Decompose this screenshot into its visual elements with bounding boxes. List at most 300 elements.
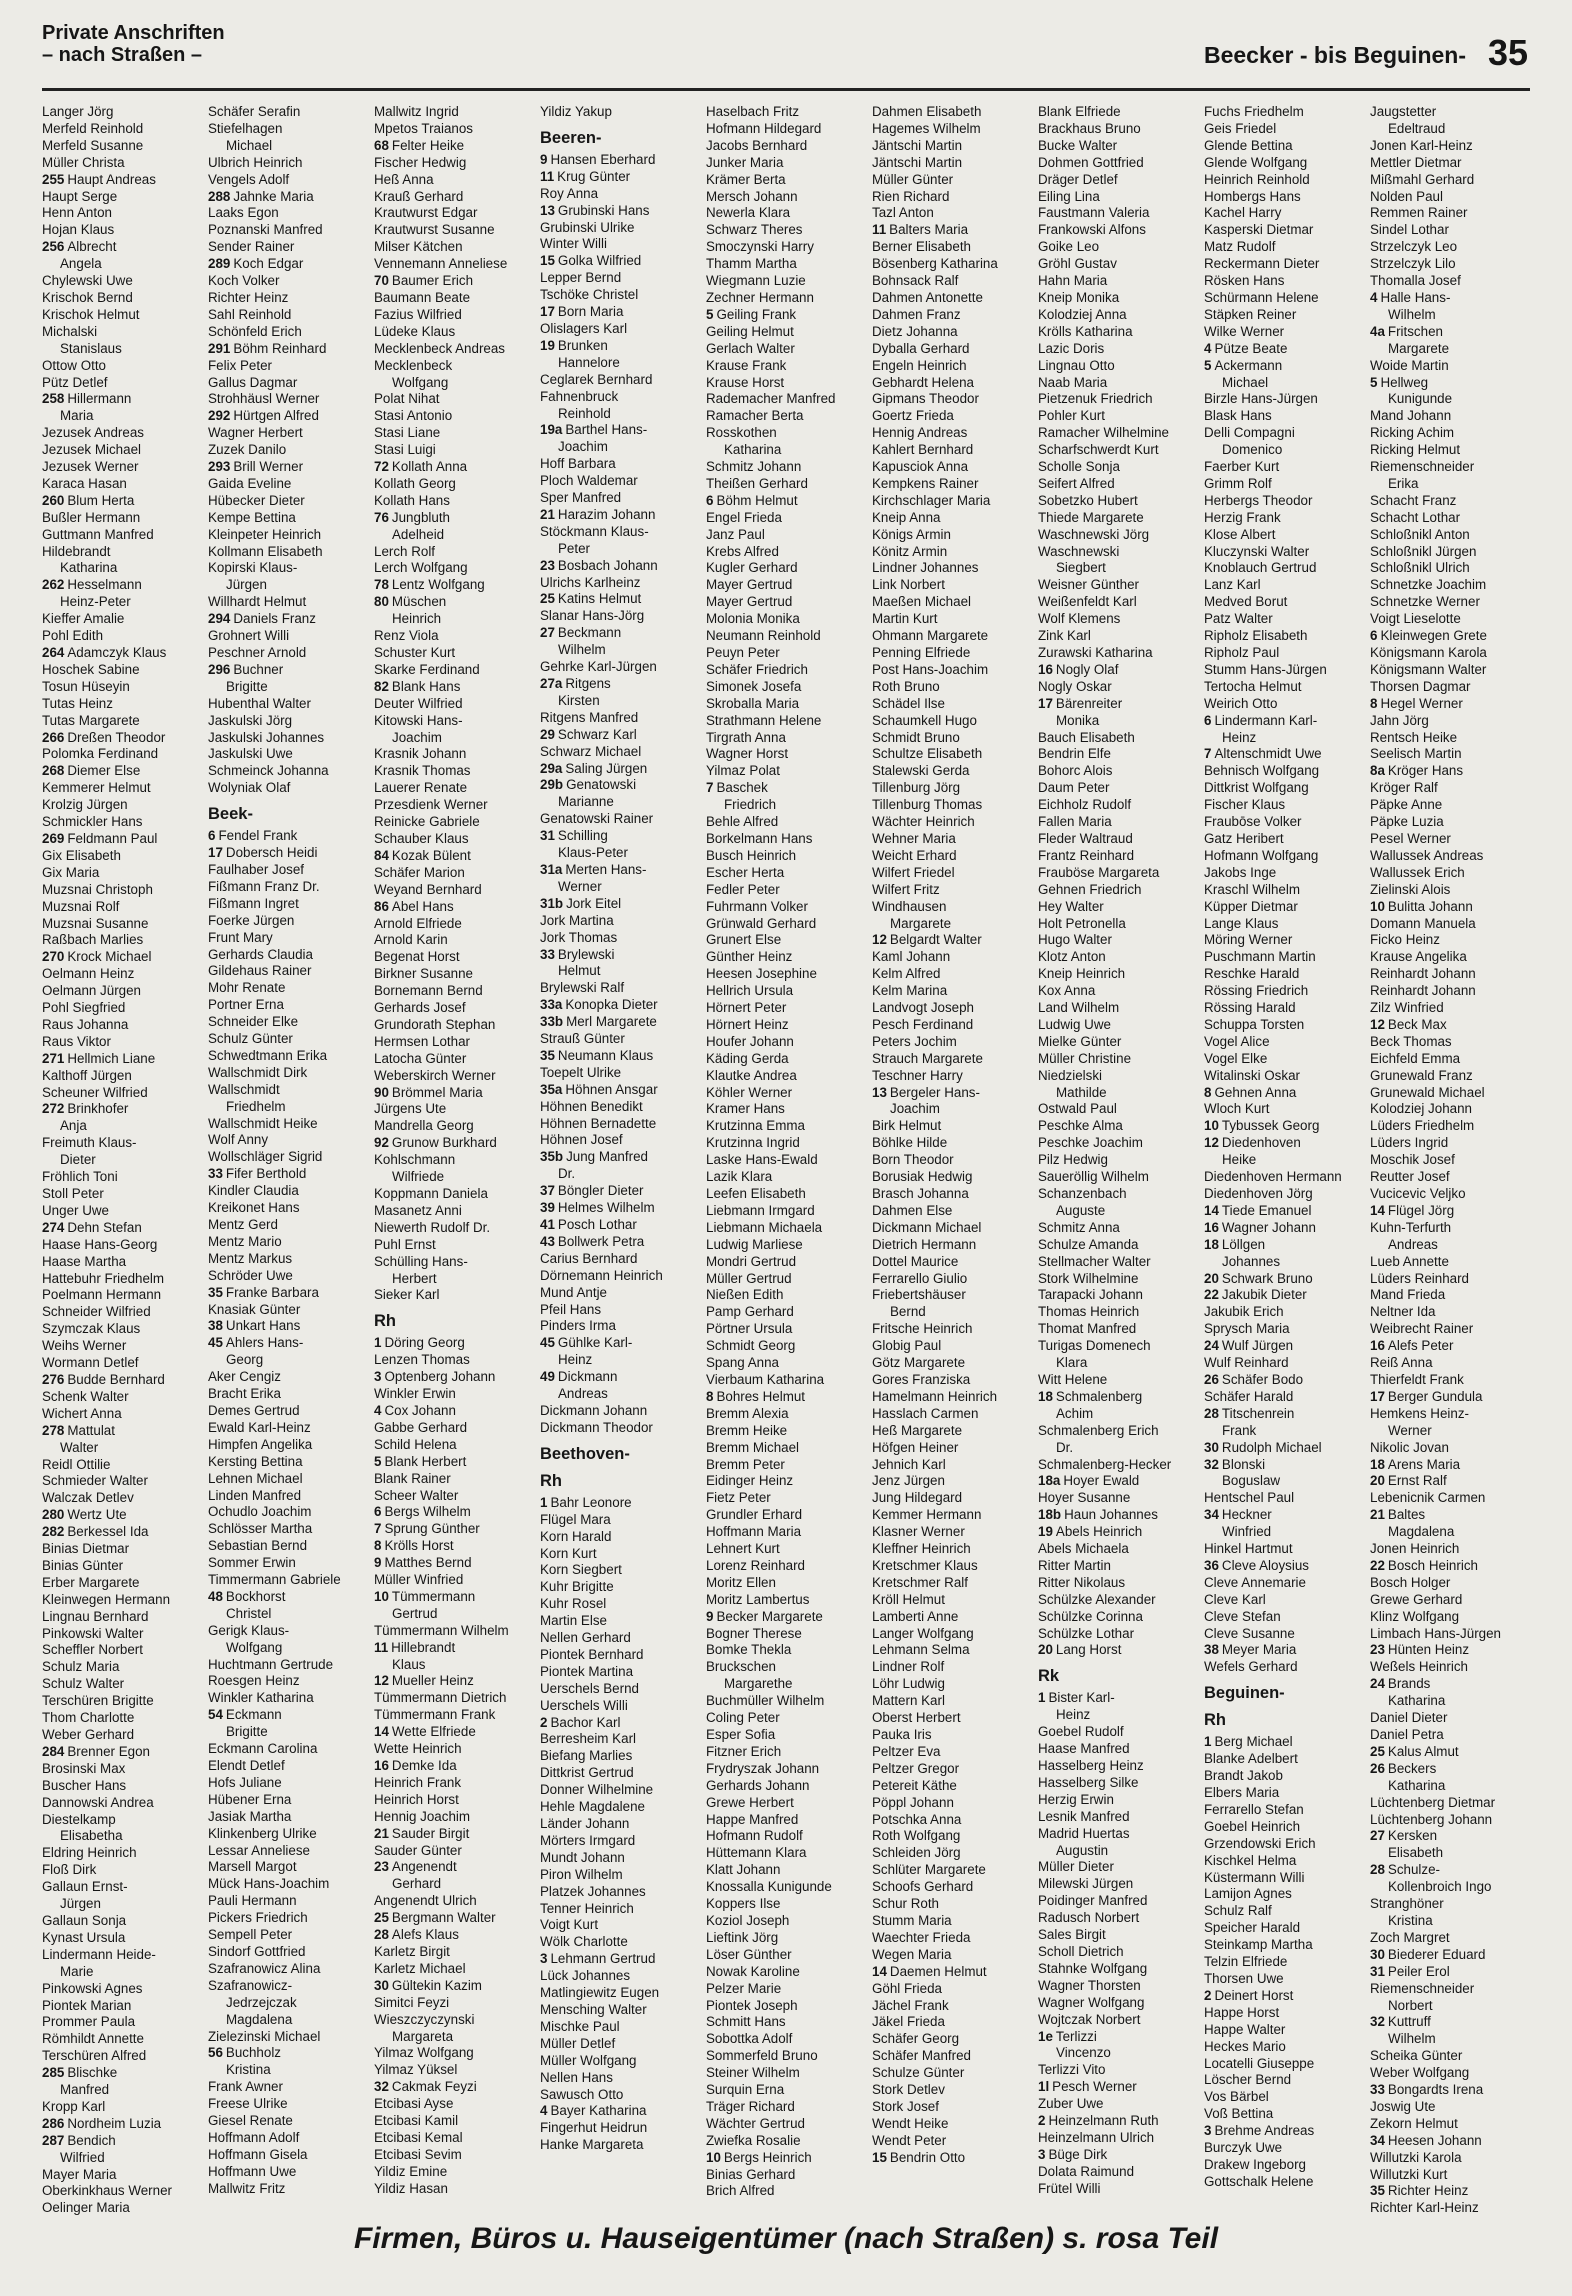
directory-entry	[1370, 1964, 1530, 1981]
resident-name: Szafranowicz Alina	[208, 1960, 321, 1976]
resident-name: Bernd	[890, 1304, 926, 1320]
resident-name: Yildiz Yakup	[540, 104, 612, 119]
resident-name: Kempkens Rainer	[872, 475, 979, 491]
resident-name: Hemkens Heinz-	[1370, 1405, 1469, 1421]
directory-entry	[42, 1338, 202, 1355]
house-number: 10	[374, 1588, 389, 1604]
resident-name: Kalus Almut	[1387, 1743, 1459, 1759]
directory-entry	[540, 659, 700, 676]
resident-name: Korn Kurt	[540, 1545, 597, 1561]
directory-entry	[540, 1352, 700, 1369]
resident-name: Niedzielski	[1038, 1067, 1102, 1083]
resident-name: Krautwurst Susanne	[374, 222, 495, 238]
house-number: 12	[1204, 1135, 1219, 1151]
resident-name: Gühlke Karl-	[557, 1335, 633, 1351]
house-number: 25	[1370, 1743, 1385, 1759]
directory-entry	[374, 2130, 534, 2147]
resident-name: Krasnik Johann	[374, 746, 467, 762]
resident-name: Weberskirch Werner	[374, 1067, 496, 1083]
resident-name: Bornemann Bernd	[374, 983, 483, 999]
resident-name: Kneip Monika	[1038, 289, 1120, 305]
directory-entry	[1204, 577, 1364, 594]
directory-entry	[1038, 1575, 1198, 1592]
directory-entry	[706, 1710, 866, 1727]
resident-name: Schülzke Alexander	[1038, 1591, 1156, 1607]
resident-name: Marianne	[558, 794, 614, 810]
resident-name: Jehnich Karl	[872, 1456, 946, 1472]
resident-name: Tillenburg Jörg	[872, 780, 961, 796]
directory-entry	[1204, 1000, 1364, 1017]
directory-entry	[374, 1471, 534, 1488]
resident-name: Raßbach Marlies	[42, 932, 144, 948]
directory-entry	[1204, 1541, 1364, 1558]
resident-name: Hoyer Susanne	[1038, 1490, 1131, 1506]
directory-entry	[1204, 865, 1364, 882]
resident-name: Sauder Birgit	[391, 1825, 470, 1841]
resident-name: Grimm Rolf	[1204, 475, 1272, 491]
directory-entry	[42, 1118, 202, 1135]
directory-entry	[208, 290, 368, 307]
resident-name: Newerla Klara	[706, 205, 791, 221]
directory-entry	[1038, 205, 1198, 222]
resident-name: Bruckschen	[706, 1659, 776, 1675]
directory-entry	[1038, 1642, 1198, 1659]
directory-entry	[374, 1843, 534, 1860]
directory-entry	[706, 2014, 866, 2031]
house-number: 17	[1038, 695, 1053, 711]
directory-entry	[374, 1758, 534, 1775]
resident-name: Jakubik Erich	[1204, 1304, 1284, 1320]
house-number: 33	[1370, 2082, 1385, 2098]
directory-entry	[208, 1352, 368, 1369]
directory-entry	[1370, 1051, 1530, 1068]
resident-name: Schultze Elisabeth	[872, 746, 983, 762]
directory-entry	[1370, 1034, 1530, 1051]
resident-name: Deuter Wilfried	[374, 695, 463, 711]
directory-entry	[208, 780, 368, 797]
resident-name: Hegel Werner	[1380, 695, 1463, 711]
resident-name: Kuhr Rosel	[540, 1596, 607, 1612]
resident-name: Peschke Joachim	[1038, 1135, 1143, 1151]
resident-name: Höhnen Bernadette	[540, 1115, 657, 1131]
directory-entry	[208, 1166, 368, 1183]
directory-entry	[872, 1676, 1032, 1693]
resident-name: Heesen Josephine	[706, 966, 817, 982]
house-number: 271	[42, 1050, 65, 1066]
resident-name: Bockhorst	[225, 1588, 286, 1604]
resident-name: Bremm Peter	[706, 1456, 785, 1472]
resident-name: Penning Elfriede	[872, 645, 971, 660]
resident-name: Maeßen Michael	[872, 594, 971, 610]
directory-entry	[374, 1792, 534, 1809]
directory-entry	[540, 608, 700, 625]
directory-entry	[1204, 560, 1364, 577]
house-number: 25	[540, 591, 555, 607]
directory-entry	[1204, 2140, 1364, 2157]
resident-name: Koziol Joseph	[706, 1912, 790, 1928]
directory-entry	[1038, 2113, 1198, 2130]
directory-entry	[540, 676, 700, 693]
resident-name: Küstermann Willi	[1204, 1869, 1305, 1885]
directory-entry	[1038, 1169, 1198, 1186]
resident-name: Tosun Hüseyin	[42, 678, 130, 694]
resident-name: Arens Maria	[1387, 1456, 1461, 1472]
resident-name: Heckner	[1221, 1507, 1272, 1523]
directory-entry	[872, 1254, 1032, 1271]
resident-name: Stork Josef	[872, 2098, 939, 2114]
directory-column	[42, 104, 202, 2216]
header-rule	[42, 88, 1530, 91]
resident-name: Haase Hans-Georg	[42, 1236, 158, 1252]
directory-entry	[872, 408, 1032, 425]
resident-name: Richter Heinz	[1387, 2183, 1469, 2199]
directory-entry	[1038, 544, 1198, 561]
house-number: 1l	[1038, 2079, 1050, 2095]
resident-name: Sprung Günther	[384, 1521, 480, 1537]
directory-entry	[1204, 1118, 1364, 1135]
directory-entry	[1204, 2157, 1364, 2174]
house-number: 37	[540, 1183, 555, 1199]
directory-entry	[872, 1203, 1032, 1220]
resident-name: Götz Margarete	[872, 1355, 966, 1371]
directory-entry	[540, 338, 700, 355]
resident-name: Willutzki Kurt	[1370, 2166, 1448, 2182]
directory-entry	[1204, 1886, 1364, 1903]
resident-name: Margareta	[392, 2028, 454, 2044]
resident-name: Jahnke Maria	[233, 188, 314, 204]
house-number: 31a	[540, 861, 563, 877]
directory-entry	[540, 727, 700, 744]
resident-name: Grzendowski Erich	[1204, 1835, 1316, 1851]
resident-name: Rössing Friedrich	[1204, 983, 1309, 999]
directory-entry	[42, 1659, 202, 1676]
resident-name: Hoff Barbara	[540, 456, 616, 472]
resident-name: Yildiz Hasan	[374, 2180, 448, 2196]
directory-entry	[1204, 391, 1364, 408]
directory-entry	[1204, 949, 1364, 966]
resident-name: Willutzki Karola	[1370, 2149, 1462, 2165]
resident-name: Hasslach Carmen	[872, 1405, 979, 1421]
directory-entry	[208, 1454, 368, 1471]
resident-name: Weihs Werner	[42, 1338, 127, 1354]
directory-entry	[208, 1403, 368, 1420]
directory-entry	[706, 544, 866, 561]
directory-entry	[208, 1082, 368, 1099]
resident-name: Zilz Winfried	[1370, 1000, 1444, 1016]
resident-name: Heinrich Horst	[374, 1791, 459, 1807]
street-heading: Beeren-	[540, 128, 602, 147]
resident-name: Höhnen Benedikt	[540, 1098, 643, 1114]
house-number: 80	[374, 594, 389, 610]
directory-entry	[374, 1809, 534, 1826]
directory-entry	[42, 560, 202, 577]
resident-name: Born Maria	[557, 304, 624, 320]
resident-name: Tümmermann Frank	[374, 1707, 496, 1723]
directory-entry	[208, 1251, 368, 1268]
directory-entry	[1038, 1152, 1198, 1169]
resident-name: Dottel Maurice	[872, 1253, 959, 1269]
resident-name: Jürgens Ute	[374, 1101, 447, 1117]
directory-entry	[1204, 1490, 1364, 1507]
resident-name: Krutzinna Ingrid	[706, 1135, 800, 1151]
resident-name: Fraubōse Volker	[1204, 814, 1302, 830]
resident-name: Gertrud	[392, 1605, 438, 1621]
resident-name: Haun Johannes	[1064, 1507, 1158, 1523]
resident-name: Kox Anna	[1038, 983, 1096, 999]
resident-name: Schäfer Bodo	[1221, 1371, 1304, 1387]
resident-name: Gix Elisabeth	[42, 847, 121, 863]
resident-name: Lüders Ingrid	[1370, 1135, 1449, 1151]
directory-entry	[208, 256, 368, 273]
resident-name: Lüchtenberg Dietmar	[1370, 1794, 1496, 1810]
directory-entry	[1204, 256, 1364, 273]
resident-name: Möring Werner	[1204, 932, 1293, 948]
directory-entry	[706, 1541, 866, 1558]
directory-entry	[1370, 1017, 1530, 1034]
directory-entry	[1204, 831, 1364, 848]
directory-entry	[1038, 2062, 1198, 2079]
directory-entry	[540, 1099, 700, 1116]
house-number: 268	[42, 763, 65, 779]
resident-name: Krock Michael	[67, 949, 152, 965]
resident-name: Mayer Gertrud	[706, 577, 793, 593]
resident-name: Platzek Johannes	[540, 1883, 646, 1899]
directory-entry	[374, 1254, 534, 1271]
resident-name: Frütel Willi	[1038, 2180, 1101, 2196]
directory-entry	[872, 1727, 1032, 1744]
resident-name: Mayer Maria	[42, 2166, 117, 2182]
resident-name: Sebastian Bernd	[208, 1538, 308, 1554]
resident-name: Kozak Bülent	[391, 847, 471, 863]
directory-entry	[208, 222, 368, 239]
directory-entry	[540, 947, 700, 964]
directory-entry	[374, 189, 534, 206]
directory-entry	[42, 2048, 202, 2065]
resident-name: Knossalla Kunigunde	[706, 1879, 832, 1895]
house-number: 16	[1038, 661, 1053, 677]
resident-name: Peltzer Gregor	[872, 1760, 960, 1776]
resident-name: Gehnen Anna	[1214, 1084, 1297, 1100]
house-number: 269	[42, 830, 65, 846]
resident-name: Dr.	[1056, 1439, 1074, 1455]
directory-entry	[706, 375, 866, 392]
street-heading: Rk	[1038, 1667, 1060, 1686]
resident-name: Pesch Ferdinand	[872, 1016, 974, 1032]
house-number: 16	[1370, 1338, 1385, 1354]
resident-name: Höhnen Ansgar	[565, 1081, 658, 1097]
directory-entry	[374, 1454, 534, 1471]
directory-entry	[706, 1152, 866, 1169]
resident-name: Felter Heike	[391, 137, 465, 153]
house-number: 33a	[540, 997, 563, 1013]
directory-entry	[872, 1575, 1032, 1592]
resident-name: Hey Walter	[1038, 898, 1104, 914]
resident-name: Pesch Werner	[1052, 2079, 1137, 2095]
resident-name: Lueb Annette	[1370, 1253, 1449, 1269]
directory-entry	[872, 1338, 1032, 1355]
directory-entry	[872, 983, 1032, 1000]
directory-entry	[208, 594, 368, 611]
directory-entry	[872, 2082, 1032, 2099]
directory-entry	[1204, 476, 1364, 493]
resident-name: Lindermann Heide-	[42, 1946, 156, 1962]
resident-name: Pinkowski Agnes	[42, 1980, 143, 1996]
directory-entry	[872, 848, 1032, 865]
directory-entry	[208, 510, 368, 527]
resident-name: Schäfer Harald	[1204, 1388, 1294, 1404]
resident-name: Kolodziej Anna	[1038, 306, 1127, 322]
house-number: 45	[208, 1335, 223, 1351]
directory-entry	[1370, 1118, 1530, 1135]
directory-entry	[872, 324, 1032, 341]
resident-name: Monika	[1056, 712, 1100, 728]
directory-entry	[208, 1995, 368, 2012]
resident-name: Rademacher Manfred	[706, 391, 836, 407]
resident-name: Willhardt Helmut	[208, 594, 307, 610]
resident-name: Kapusciok Anna	[872, 459, 969, 475]
house-number: 10	[1370, 898, 1385, 914]
resident-name: Marie	[60, 1963, 94, 1979]
resident-name: Buscher Hans	[42, 1777, 127, 1793]
resident-name: Müller Detlef	[540, 2035, 616, 2051]
resident-name: Lüchtenberg Johann	[1370, 1811, 1493, 1827]
resident-name: Königsmann Karola	[1370, 645, 1487, 660]
resident-name: Smoczynski Harry	[706, 239, 814, 255]
directory-entry	[1038, 1017, 1198, 1034]
directory-entry	[374, 2113, 534, 2130]
resident-name: Fischer Hedwig	[374, 154, 467, 170]
resident-name: Dr.	[558, 1166, 576, 1182]
resident-name: Globig Paul	[872, 1338, 942, 1354]
resident-name: Henn Anton	[42, 205, 112, 221]
directory-entry	[1038, 1389, 1198, 1406]
resident-name: Radusch Norbert	[1038, 1910, 1140, 1926]
resident-name: Dietz Johanna	[872, 323, 958, 339]
directory-entry	[208, 1521, 368, 1538]
resident-name: Kröger Hans	[1387, 763, 1464, 779]
directory-entry	[42, 1744, 202, 1761]
directory-entry	[1204, 1237, 1364, 1254]
directory-entry	[42, 205, 202, 222]
directory-entry	[706, 1524, 866, 1541]
directory-entry	[374, 273, 534, 290]
resident-name: Krölls Katharina	[1038, 323, 1133, 339]
resident-name: Peiler Erol	[1387, 1963, 1450, 1979]
resident-name: Kreikonet Hans	[208, 1200, 300, 1216]
resident-name: Oberkinkhaus Werner	[42, 2183, 172, 2199]
directory-entry	[540, 1917, 700, 1934]
directory-entry	[1370, 1000, 1530, 1017]
resident-name: Olislagers Karl	[540, 320, 628, 336]
resident-name: Diedenhoven Hermann	[1204, 1169, 1342, 1185]
resident-name: Hehle Magdalene	[540, 1799, 645, 1815]
directory-entry	[1370, 391, 1530, 408]
resident-name: Molonia Monika	[706, 611, 800, 627]
resident-name: Katins Helmut	[557, 591, 642, 607]
resident-name: Heinzelmann Ulrich	[1038, 2129, 1155, 2145]
resident-name: Herbergs Theodor	[1204, 492, 1313, 508]
resident-name: Burczyk Uwe	[1204, 2140, 1283, 2156]
resident-name: Mecklenbeck	[374, 357, 453, 373]
directory-entry	[1204, 155, 1364, 172]
directory-entry	[540, 930, 700, 947]
resident-name: Zuzek Danilo	[208, 442, 287, 458]
resident-name: Wächter Gertrud	[706, 2115, 805, 2131]
directory-entry	[540, 980, 700, 997]
directory-entry	[1038, 1809, 1198, 1826]
directory-entry	[208, 239, 368, 256]
section-title-line2: – nach Straßen –	[42, 44, 203, 66]
resident-name: Saueröllig Wilhelm	[1038, 1169, 1149, 1185]
directory-entry	[872, 1152, 1032, 1169]
resident-name: Heß Anna	[374, 171, 434, 187]
resident-name: Moschik Josef	[1370, 1152, 1455, 1168]
directory-entry	[540, 1251, 700, 1268]
resident-name: Niewerth Rudolf Dr.	[374, 1219, 491, 1235]
directory-entry	[1370, 1220, 1530, 1237]
resident-name: Hombergs Hans	[1204, 188, 1301, 204]
resident-name: Wagner Wolfgang	[1038, 1994, 1145, 2010]
house-number: 294	[208, 611, 231, 627]
resident-name: Sindorf Gottfried	[208, 1943, 306, 1959]
directory-entry	[872, 1304, 1032, 1321]
directory-entry	[1204, 1338, 1364, 1355]
resident-name: Schmidt Georg	[706, 1338, 796, 1354]
resident-name: Sauder Günter	[374, 1842, 462, 1858]
resident-name: Wölk Charlotte	[540, 1934, 628, 1950]
resident-name: Karaca Hasan	[42, 475, 127, 491]
resident-name: Lehnert Kurt	[706, 1541, 780, 1557]
directory-entry	[208, 560, 368, 577]
directory-entry	[706, 1372, 866, 1389]
directory-entry	[1204, 341, 1364, 358]
directory-entry	[1038, 1355, 1198, 1372]
resident-name: Wojtczak Norbert	[1038, 2011, 1141, 2027]
resident-name: Polat Nihat	[374, 391, 440, 407]
directory-entry	[208, 1758, 368, 1775]
resident-name: Bachor Karl	[550, 1714, 621, 1730]
directory-entry	[374, 730, 534, 747]
resident-name: Wulf Jürgen	[1221, 1338, 1294, 1354]
directory-entry	[1370, 983, 1530, 1000]
resident-name: Jedrzejczak	[226, 1994, 297, 2010]
directory-entry	[208, 2096, 368, 2113]
resident-name: Lentz Wolfgang	[391, 577, 485, 593]
resident-name: Buchmüller Wilhelm	[706, 1693, 825, 1709]
resident-name: Timmermann Gabriele	[208, 1572, 341, 1588]
resident-name: Lange Klaus	[1204, 915, 1279, 931]
directory-entry	[540, 406, 700, 423]
resident-name: Wilhelm	[558, 642, 606, 658]
resident-name: Schauber Klaus	[374, 830, 469, 846]
house-number: 9	[706, 1608, 714, 1624]
directory-entry	[208, 1335, 368, 1352]
resident-name: Ulrichs Karlheinz	[540, 574, 641, 590]
directory-entry	[1038, 1034, 1198, 1051]
directory-entry	[374, 1220, 534, 1237]
resident-name: Kretschmer Klaus	[872, 1557, 978, 1573]
resident-name: Mettler Dietmar	[1370, 154, 1462, 170]
directory-entry	[872, 1862, 1032, 1879]
directory-entry	[540, 2036, 700, 2053]
directory-entry	[1038, 2147, 1198, 2164]
directory-entry	[42, 2031, 202, 2048]
resident-name: Gallaun Ernst-	[42, 1879, 128, 1895]
resident-name: Limbach Hans-Jürgen	[1370, 1625, 1501, 1641]
house-number: 4a	[1370, 323, 1385, 339]
directory-entry	[1038, 966, 1198, 983]
directory-entry	[540, 2087, 700, 2104]
